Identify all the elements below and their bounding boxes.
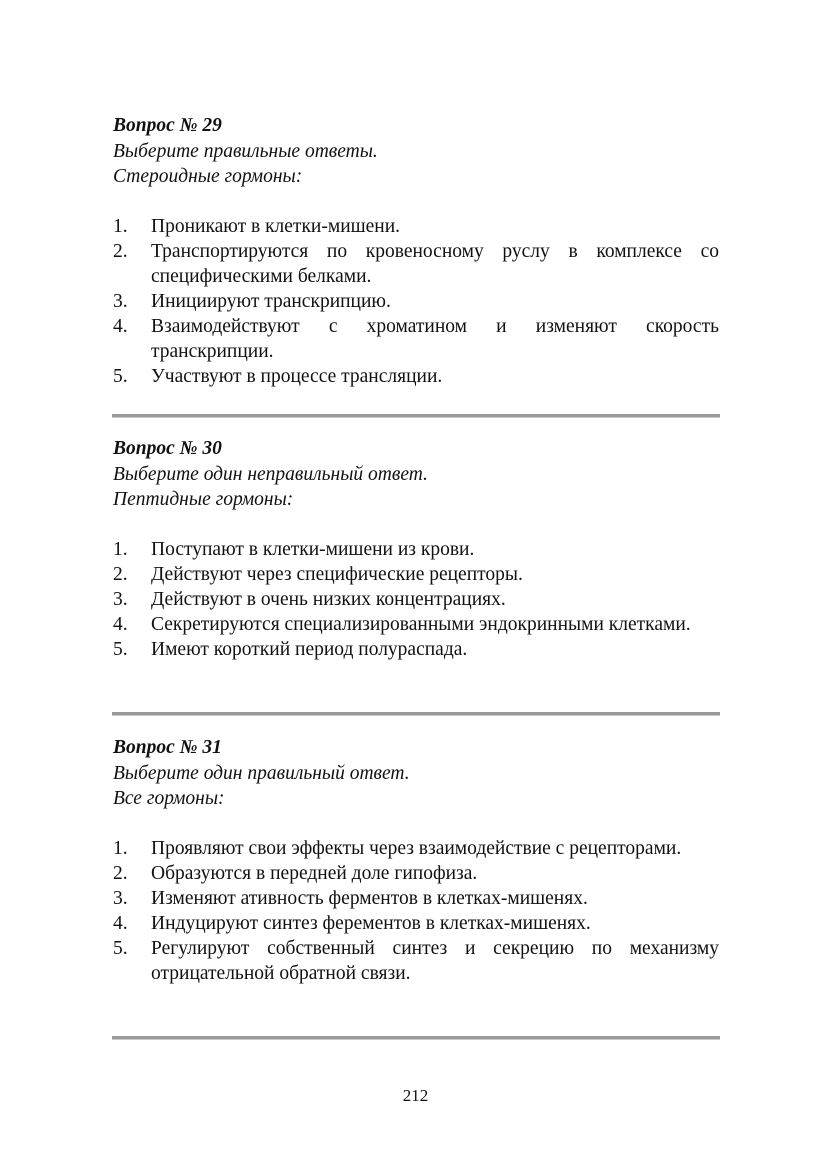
- answer-list: [113, 537, 719, 662]
- section-divider: [112, 712, 720, 716]
- option-text: Регулируют собственный синтез и секрецию по механизму отрицательной обратной связи.: [151, 938, 719, 984]
- option-text: Изменяют ативность ферментов в клетках-мишенях.: [151, 888, 588, 909]
- option-number: 4.: [113, 913, 128, 934]
- option-number: 2.: [113, 863, 128, 884]
- question-topic: Стероидные гормоны:: [113, 166, 303, 187]
- option-number: 5.: [113, 639, 128, 660]
- question-title: Вопрос № 30: [113, 438, 222, 459]
- option-text: Индуцируют синтез ферементов в клетках-мишенях.: [151, 913, 591, 934]
- option-number: 2.: [113, 241, 128, 262]
- question-topic: Пептидные гормоны:: [113, 489, 294, 510]
- question-title: Вопрос № 31: [113, 737, 222, 758]
- option-text: Поступают в клетки-мишени из крови.: [151, 539, 475, 560]
- option-text: Действуют в очень низких концентрациях.: [151, 589, 506, 610]
- option-number: 1.: [113, 838, 128, 859]
- question-instruction: Выберите правильные ответы.: [113, 141, 378, 162]
- answer-option: [113, 861, 719, 886]
- option-number: 4.: [113, 316, 128, 337]
- option-text: Участвуют в процессе трансляции.: [151, 366, 443, 387]
- option-text: Секретируются специализированными эндокринными клетками.: [151, 614, 691, 635]
- answer-option: [113, 936, 719, 986]
- question-30: [113, 437, 719, 662]
- option-number: 2.: [113, 564, 128, 585]
- answer-option: [113, 364, 719, 389]
- answer-option: [113, 911, 719, 936]
- option-number: 1.: [113, 216, 128, 237]
- answer-option: [113, 214, 719, 239]
- question-instruction: Выберите один неправильный ответ.: [113, 464, 428, 485]
- option-text: Взаимодействуют с хроматином и изменяют скорость транскрипции.: [151, 316, 719, 362]
- answer-option: [113, 537, 719, 562]
- answer-option: [113, 886, 719, 911]
- answer-option: [113, 239, 719, 289]
- option-number: 5.: [113, 938, 128, 959]
- answer-list: [113, 836, 719, 986]
- answer-option: [113, 637, 719, 662]
- option-number: 1.: [113, 539, 128, 560]
- question-31: [113, 736, 719, 986]
- option-text: Образуются в передней доле гипофиза.: [151, 863, 478, 884]
- option-number: 5.: [113, 366, 128, 387]
- question-instruction: Выберите один правильный ответ.: [113, 763, 410, 784]
- answer-option: [113, 587, 719, 612]
- option-number: 3.: [113, 888, 128, 909]
- option-text: Имеют короткий период полураспада.: [151, 639, 468, 660]
- page-number: 212: [402, 1086, 429, 1105]
- option-number: 3.: [113, 291, 128, 312]
- option-text: Проникают в клетки-мишени.: [151, 216, 401, 237]
- section-divider: [112, 1036, 720, 1040]
- answer-option: [113, 836, 719, 861]
- answer-option: [113, 612, 719, 637]
- option-number: 3.: [113, 589, 128, 610]
- option-text: Транспортируются по кровеносному руслу в комплексе со специфическими белками.: [151, 241, 719, 287]
- answer-list: [113, 214, 719, 389]
- section-divider: [112, 414, 720, 418]
- option-number: 4.: [113, 614, 128, 635]
- answer-option: [113, 562, 719, 587]
- question-29: [113, 114, 719, 389]
- option-text: Проявляют свои эффекты через взаимодействие с рецепторами.: [151, 838, 682, 859]
- answer-option: [113, 314, 719, 364]
- question-topic: Все гормоны:: [113, 788, 225, 809]
- option-text: Действуют через специфические рецепторы.: [151, 564, 523, 585]
- question-title: Вопрос № 29: [113, 115, 222, 136]
- option-text: Инициируют транскрипцию.: [151, 291, 391, 312]
- answer-option: [113, 289, 719, 314]
